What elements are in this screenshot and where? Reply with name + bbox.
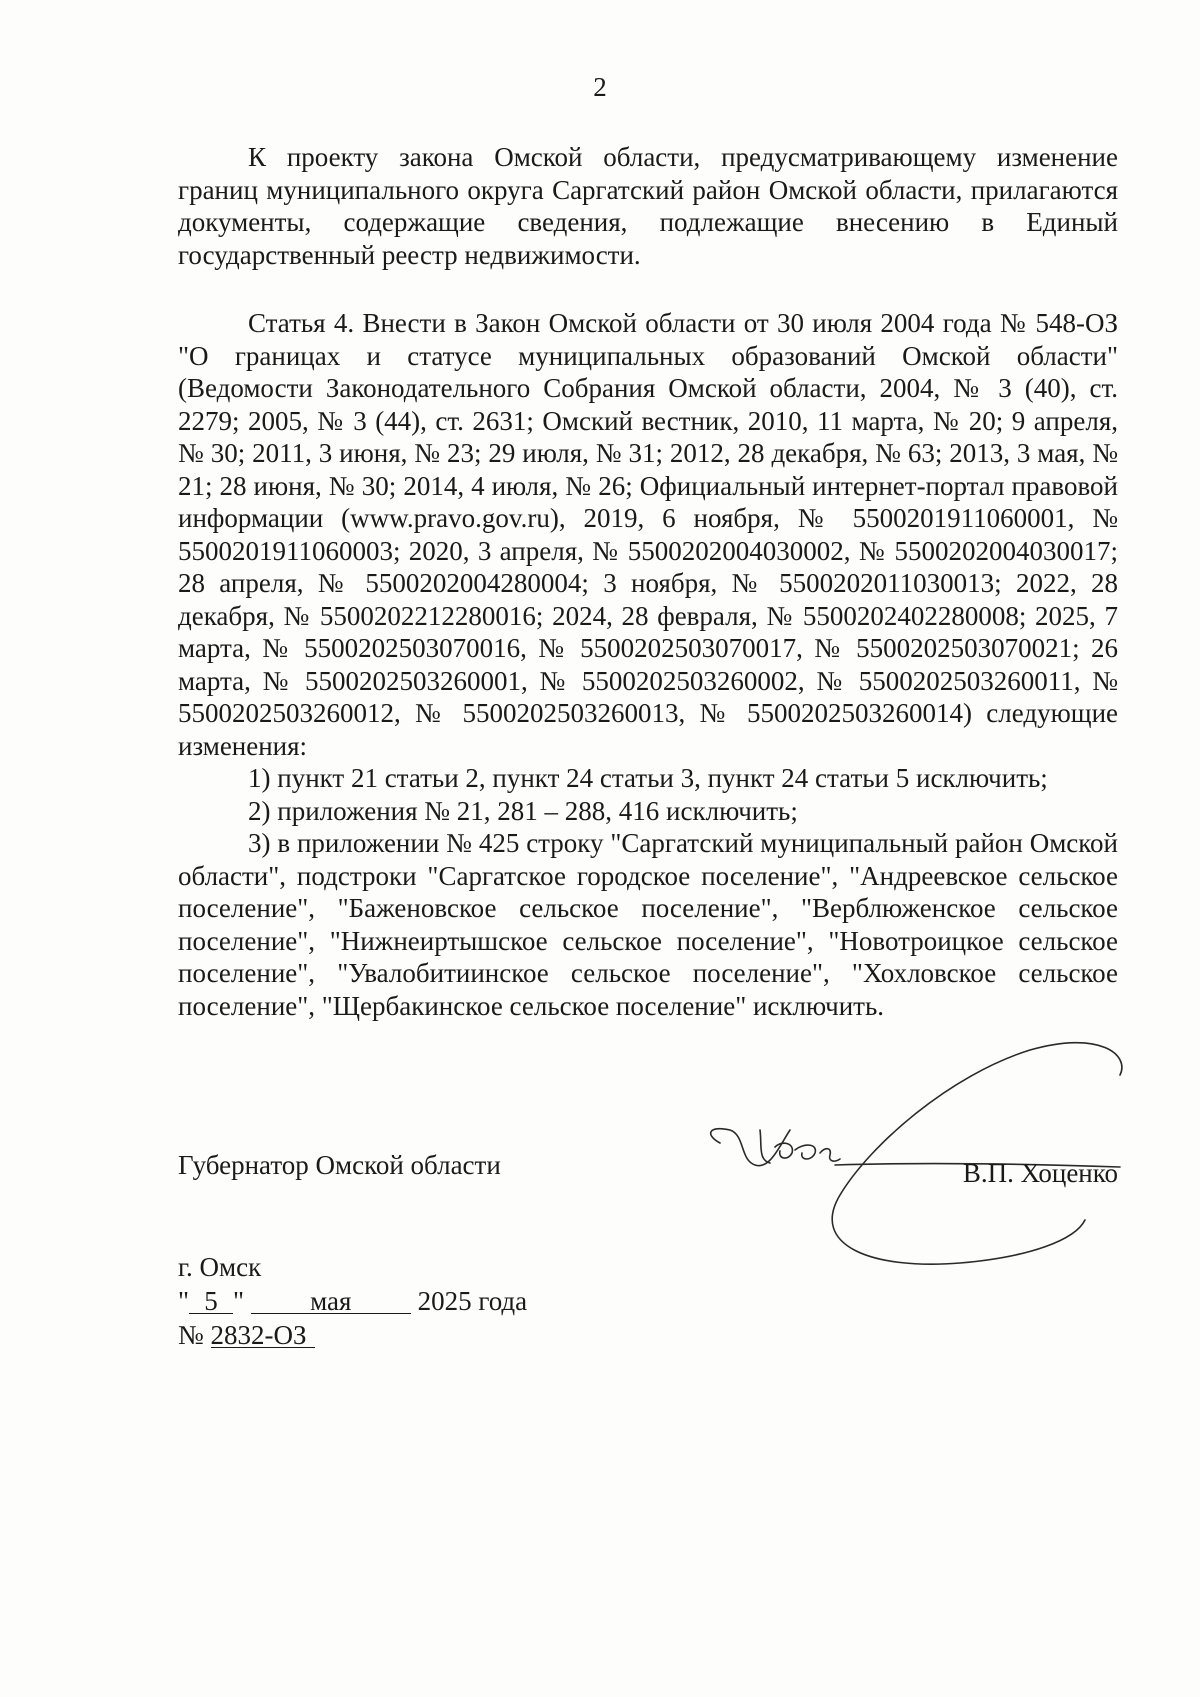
document-footer [178, 1250, 778, 1352]
date-year: 2025 года [417, 1286, 528, 1316]
date-day: 5 [189, 1289, 233, 1314]
article-4-text: Статья 4. Внести в Закон Омской области от 30 июля 2004 года № 548-ОЗ "О границах и статусе муниципальных образований Омской области" (Ведомости Законодательного Собрания Омской области, 2004, № 3 (40), ст. 2279; 2005, № 3 (44), ст. 2631; Омский вестник, 2010, 11 марта, № 20; 9 апреля, № 30; 2011, 3 июня, № 23; 29 июля, № 31; 2012, 28 декабря, № 63; 2013, 3 мая, № 21; 28 июня, № 30; 2014, 4 июля, № 26; Официальный интернет-портал правовой информации (www.pravo.gov.ru), 2019, 6 ноября, № 5500201911060001, № 5500201911060003; 2020, 3 апреля, № 5500202004030002, № 5500202004030017; 28 апреля, № 5500202004280004; 3 ноября, № 5500202011030013; 2022, 28 декабря, № 5500202212280016; 2024, 28 февраля, № 5500202402280008; 2025, 7 марта, № 5500202503070016, № 5500202503070017, № 5500202503070021; 26 марта, № 5500202503260001, № 5500202503260002, № 5500202503260011, № 5500202503260012, № 5500202503260013, № 5500202503260014) следующие изменения: [178, 308, 1118, 761]
article-4-item-2: 2) приложения № 21, 281 – 288, 416 исключить; [248, 795, 798, 826]
date-close-quote: " [233, 1286, 245, 1316]
law-number-prefix: № [178, 1320, 204, 1350]
article-4-block [178, 307, 1118, 1022]
law-number: 2832-ОЗ [211, 1323, 315, 1348]
date-open-quote: " [178, 1286, 190, 1316]
page-number: 2 [593, 72, 607, 102]
article-4-item-1: 1) пункт 21 статьи 2, пункт 24 статьи 3, пункт 24 статьи 5 исключить; [248, 763, 1048, 793]
city-line: г. Омск [178, 1252, 262, 1282]
article-4-item-3: 3) в приложении № 425 строку "Саргатский муниципальный район Омской области", подстроки "Саргатское городское поселение", "Андреевское сельское поселение", "Баженовское сельское поселение", "Верблюженское сельское поселение", "Нижнеиртышское сельское поселение", "Новотроицкое сельское поселение", "Увалобитиинское сельское поселение", "Хохловское сельское поселение", "Щербакинское сельское поселение" исключить. [178, 828, 1118, 1021]
date-line [178, 1284, 778, 1318]
law-number-line [178, 1318, 778, 1352]
attachments-paragraph: К проекту закона Омской области, предусматривающему изменение границ муниципального округа Саргатский район Омской области, прилагаются документы, содержащие сведения, подлежащие внесению в Единый государственный реестр недвижимости. [178, 142, 1118, 270]
signature-block [178, 1150, 1118, 1190]
date-month: мая [251, 1289, 411, 1314]
governor-name: В.П. Хоценко [962, 1158, 1118, 1188]
attachments-paragraph-block [178, 141, 1118, 271]
governor-title: Губернатор Омской области [178, 1150, 501, 1180]
